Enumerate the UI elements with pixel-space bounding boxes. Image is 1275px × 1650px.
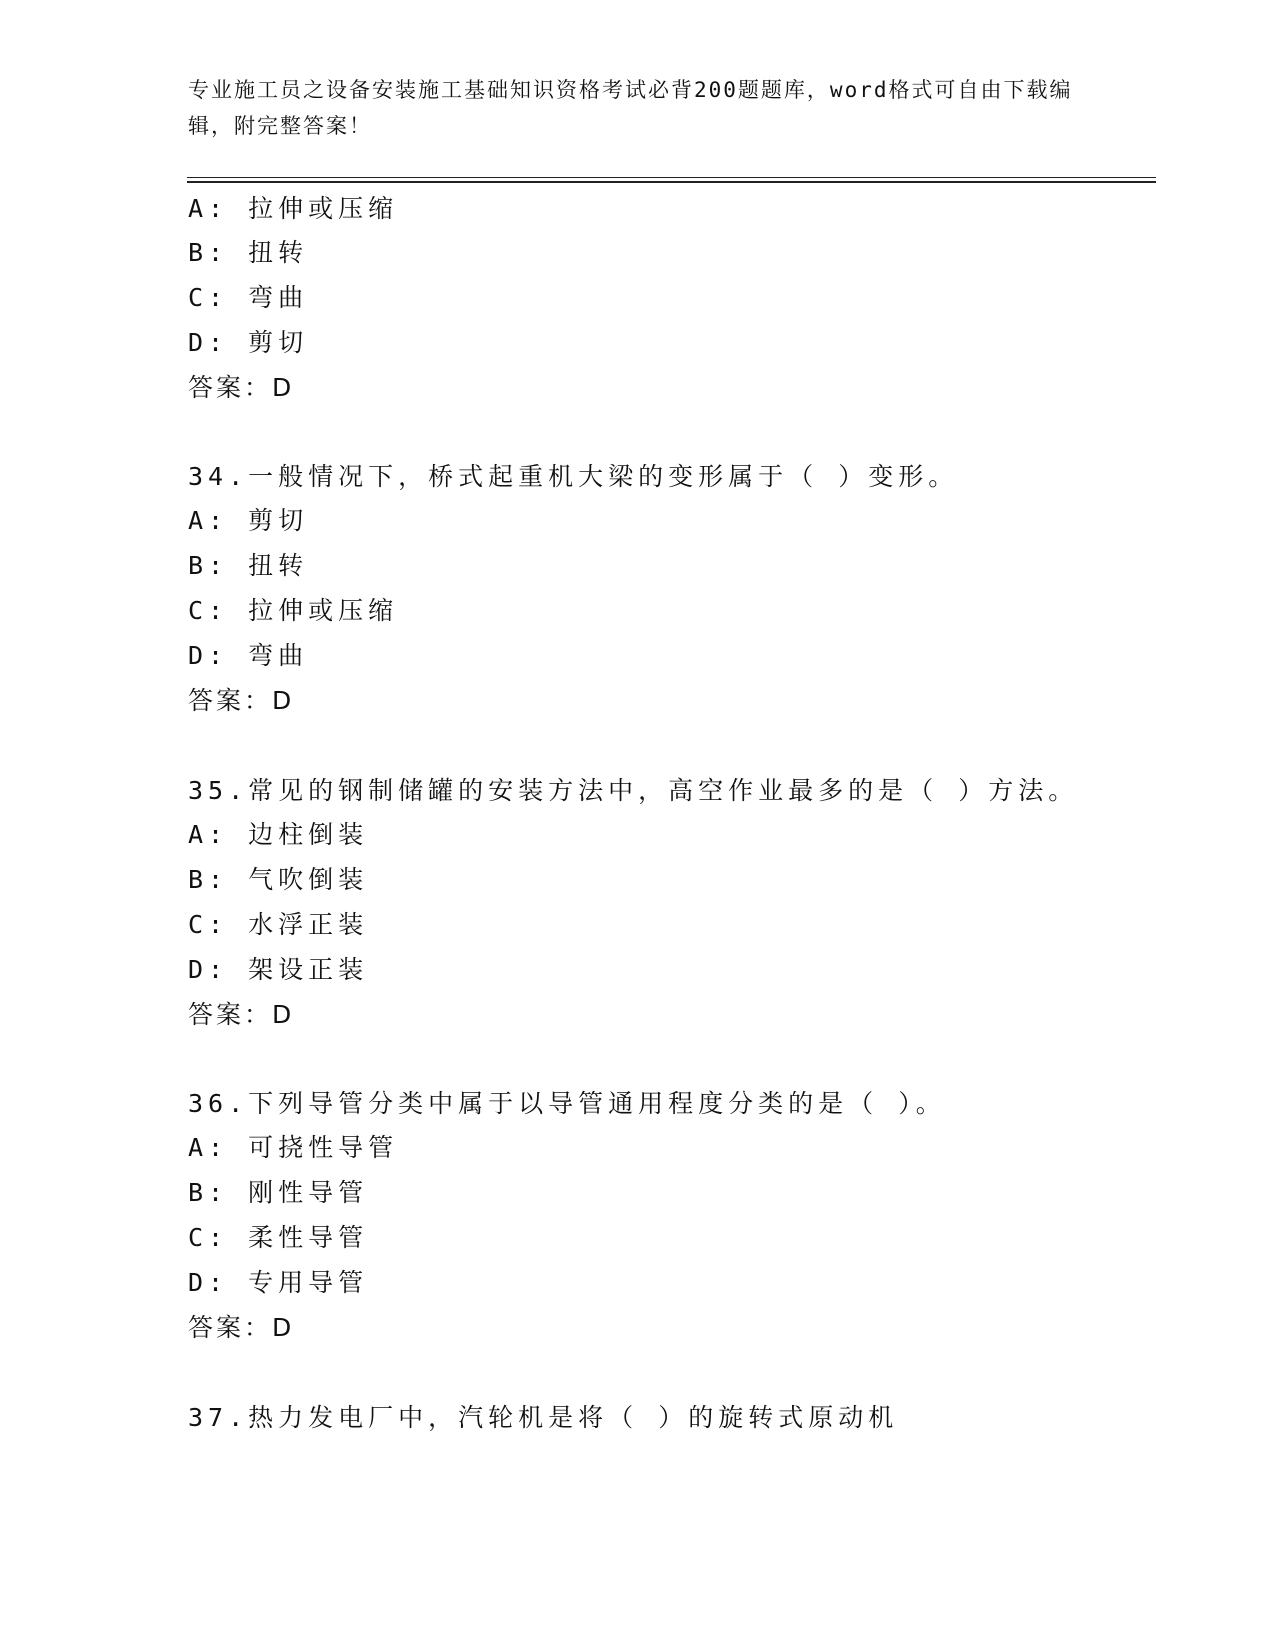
q34-question: 34.一般情况下，桥式起重机大梁的变形属于（ ）变形。 bbox=[188, 462, 959, 491]
q34-option-b: B: 扭转 bbox=[188, 551, 309, 580]
q34-option-c: C: 拉伸或压缩 bbox=[188, 596, 399, 625]
q35-option-b: B: 气吹倒装 bbox=[188, 865, 369, 894]
q35-option-a: A: 边柱倒装 bbox=[188, 820, 369, 849]
q37-question: 37.热力发电厂中，汽轮机是将（ ）的旋转式原动机 bbox=[188, 1403, 899, 1432]
q35-question: 35.常见的钢制储罐的安装方法中，高空作业最多的是（ ）方法。 bbox=[188, 776, 1079, 805]
q36-option-b: B: 刚性导管 bbox=[188, 1178, 369, 1207]
q36-option-d: D: 专用导管 bbox=[188, 1268, 369, 1297]
q33-option-c: C: 弯曲 bbox=[188, 283, 309, 312]
header-rule-thick bbox=[187, 181, 1156, 183]
q34-answer: 答案：D bbox=[188, 686, 295, 715]
q33-option-a: A: 拉伸或压缩 bbox=[188, 194, 399, 223]
q33-option-d: D: 剪切 bbox=[188, 328, 309, 357]
q34-option-a: A: 剪切 bbox=[188, 506, 309, 535]
q33-option-b: B: 扭转 bbox=[188, 238, 309, 267]
q36-option-a: A: 可挠性导管 bbox=[188, 1133, 399, 1162]
q33-answer: 答案：D bbox=[188, 373, 295, 402]
document-header: 专业施工员之设备安装施工基础知识资格考试必背200题题库，word格式可自由下载编辑，附完整答案！ bbox=[188, 78, 1073, 138]
header-rule-thin bbox=[187, 177, 1156, 178]
q35-option-d: D: 架设正装 bbox=[188, 955, 369, 984]
q36-question: 36.下列导管分类中属于以导管通用程度分类的是（ ）。 bbox=[188, 1089, 946, 1118]
q34-option-d: D: 弯曲 bbox=[188, 641, 309, 670]
q36-answer: 答案：D bbox=[188, 1313, 295, 1342]
q35-option-c: C: 水浮正装 bbox=[188, 910, 369, 939]
q36-option-c: C: 柔性导管 bbox=[188, 1223, 369, 1252]
q35-answer: 答案：D bbox=[188, 1000, 295, 1029]
